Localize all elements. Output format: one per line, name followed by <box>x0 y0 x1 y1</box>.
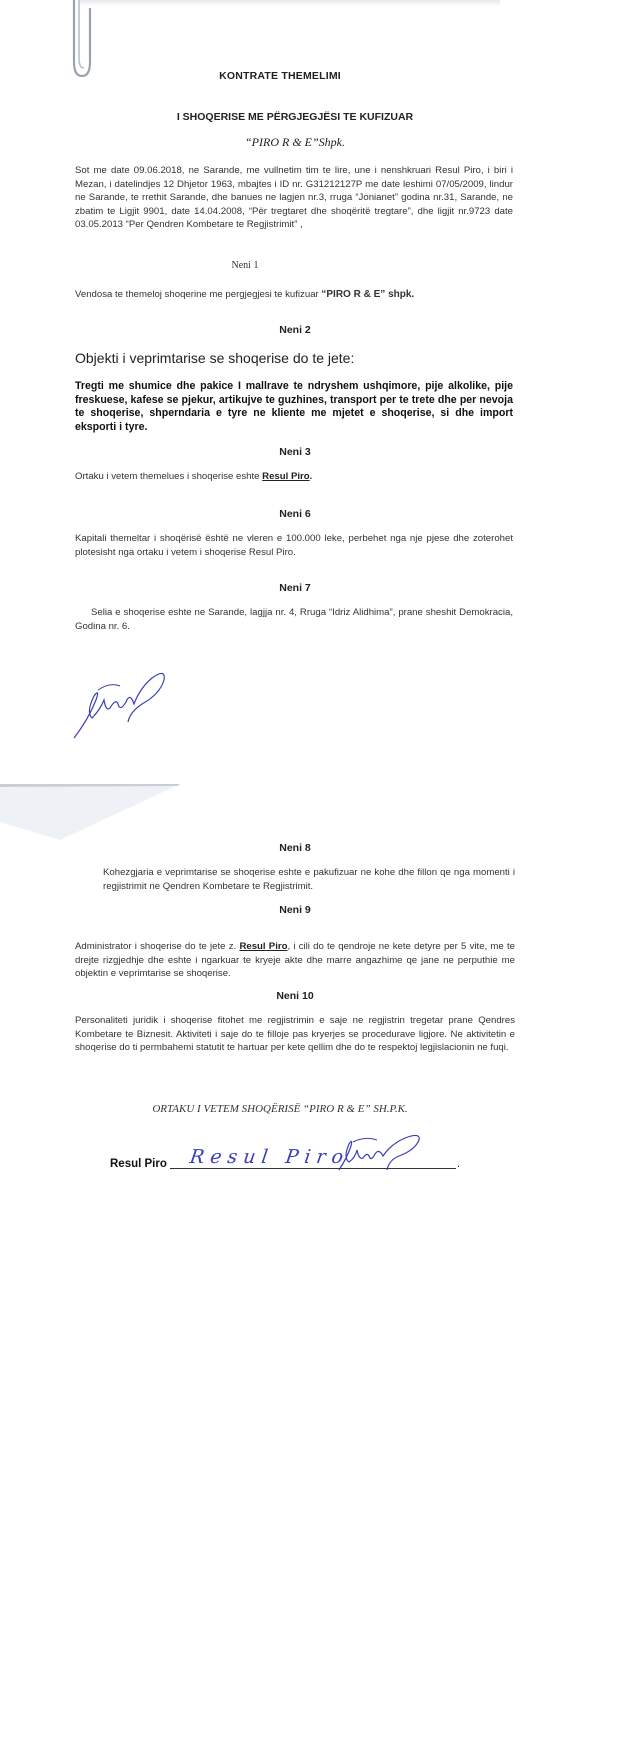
neni-1-text <box>75 288 525 302</box>
neni-1-text-body: Vendosa te themeloj shoqerine me pergjegjesi te kufizuar <box>75 289 322 300</box>
neni-3-period: . <box>309 471 313 482</box>
neni-3-founder-name: Resul Piro <box>262 471 310 482</box>
neni-9-administrator-name: Resul Piro <box>239 941 288 952</box>
neni-2-text: Tregti me shumice dhe pakice I mallrave te ndryshem ushqimore, pije alkolike, pije freskuese, kafese se pjekur, artikujve te guzhines, transport per te trete dhe per nevoja te shoqerise, shperndaria e tyre ne kliente me mjetet e shoqerise, si dhe import eksporti i tyre. <box>75 380 513 433</box>
neni-10-text: Personaliteti juridik i shoqerise fitohet me regjistrimin e saje ne regjistrin tregetar prane Qendres Kombetare te Biznesit. Aktiviteti i saje do te filloje pas kryerjes se procedurave ligjore. Ne aktivitetin e shoqerise do ti permbahemi statutit te hartuar per kete qellim dhe do te respektoj legjislacionin ne fuqi. <box>75 1015 515 1053</box>
signatory-title: ORTAKU I VETEM SHOQËRISË “PIRO R & E” SH.P.K. <box>152 1103 408 1115</box>
neni-10-heading: Neni 10 <box>276 990 314 1002</box>
neni-1-company: “PIRO R & E” shpk. <box>321 289 415 300</box>
neni-1-heading: Neni 1 <box>231 260 259 271</box>
neni-7-text: Selia e shoqerise eshte ne Sarande, lagjja nr. 4, Rruga “Idriz Alidhima”, prane sheshit Demokracia, Godina nr. 6. <box>75 607 513 632</box>
signatory-name: Resul Piro <box>110 1158 167 1170</box>
neni-9-text-rest: , i cili do te qendroje ne kete detyre per 5 vite, me te drejte rizgjedhje dhe eshte i ngarkuar te kryeje akte dhe marre angazhime qe jane ne perputhie me objektin e veprimtarise se shoqerise. <box>75 941 515 979</box>
neni-9-text <box>75 940 515 981</box>
scan-shadow <box>80 0 500 6</box>
neni-7-heading: Neni 7 <box>279 582 311 594</box>
document-title: KONTRATE THEMELIMI <box>219 70 341 82</box>
company-name: “PIRO R & E”Shpk. <box>245 135 345 149</box>
signature-scribble-1 <box>70 660 180 744</box>
neni-9-heading: Neni 9 <box>279 904 311 916</box>
neni-2-heading: Neni 2 <box>279 324 311 336</box>
neni-3-text <box>75 470 515 484</box>
neni-8-heading: Neni 8 <box>279 842 311 854</box>
signature-scribble-2 <box>335 1130 445 1176</box>
document-subtitle: I SHOQERISE ME PËRGJEGJËSI TE KUFIZUAR <box>176 111 414 123</box>
neni-6-text: Kapitali themeltar i shoqërisë është ne vleren e 100.000 leke, perbehet nga nje pjese dhe zoterohet plotesisht nga ortaku i vetem i shoqerise Resul Piro. <box>75 533 513 558</box>
neni-2-lead: Objekti i veprimtarise se shoqerise do te jete: <box>75 350 355 366</box>
neni-9-text-body: Administrator i shoqerise do te jete z. <box>75 941 240 952</box>
intro-paragraph: Sot me date 09.06.2018, ne Sarande, me vullnetim tim te lire, une i nenshkruari Resul Piro, i biri i Mezan, i datelindjes 12 Dhjetor 1963, mbajtes i ID nr. G31212127P me date leshimi 07/05/2009, lindur ne Sarande, te rrethit Sarande, dhe banues ne lagjen nr.3, rruga “Jonianet” godina nr.31, Sarande, ne zbatim te Ligjit 9901, date 14.04.2008, “Për tregtaret dhe shoqëritë tregtare”, dhe ligjit nr.9723 date 03.05.2013 “Per Qendren Kombetare te Regjistrimit” , <box>75 165 513 230</box>
neni-3-text-body: Ortaku i vetem themelues i shoqerise eshte <box>75 471 263 482</box>
neni-6-heading: Neni 6 <box>279 508 311 520</box>
handwritten-name: Resul Piro <box>188 1146 351 1168</box>
signature-line-end: . <box>457 1158 461 1170</box>
neni-3-heading: Neni 3 <box>279 446 311 458</box>
scan-fold-shadow <box>0 782 200 842</box>
neni-8-text: Kohezgjaria e veprimtarise se shoqerise eshte e pakufizuar ne kohe dhe fillon qe nga momenti i regjistrimit ne Qendren Kombetare te Regjistrimit. <box>103 867 515 892</box>
